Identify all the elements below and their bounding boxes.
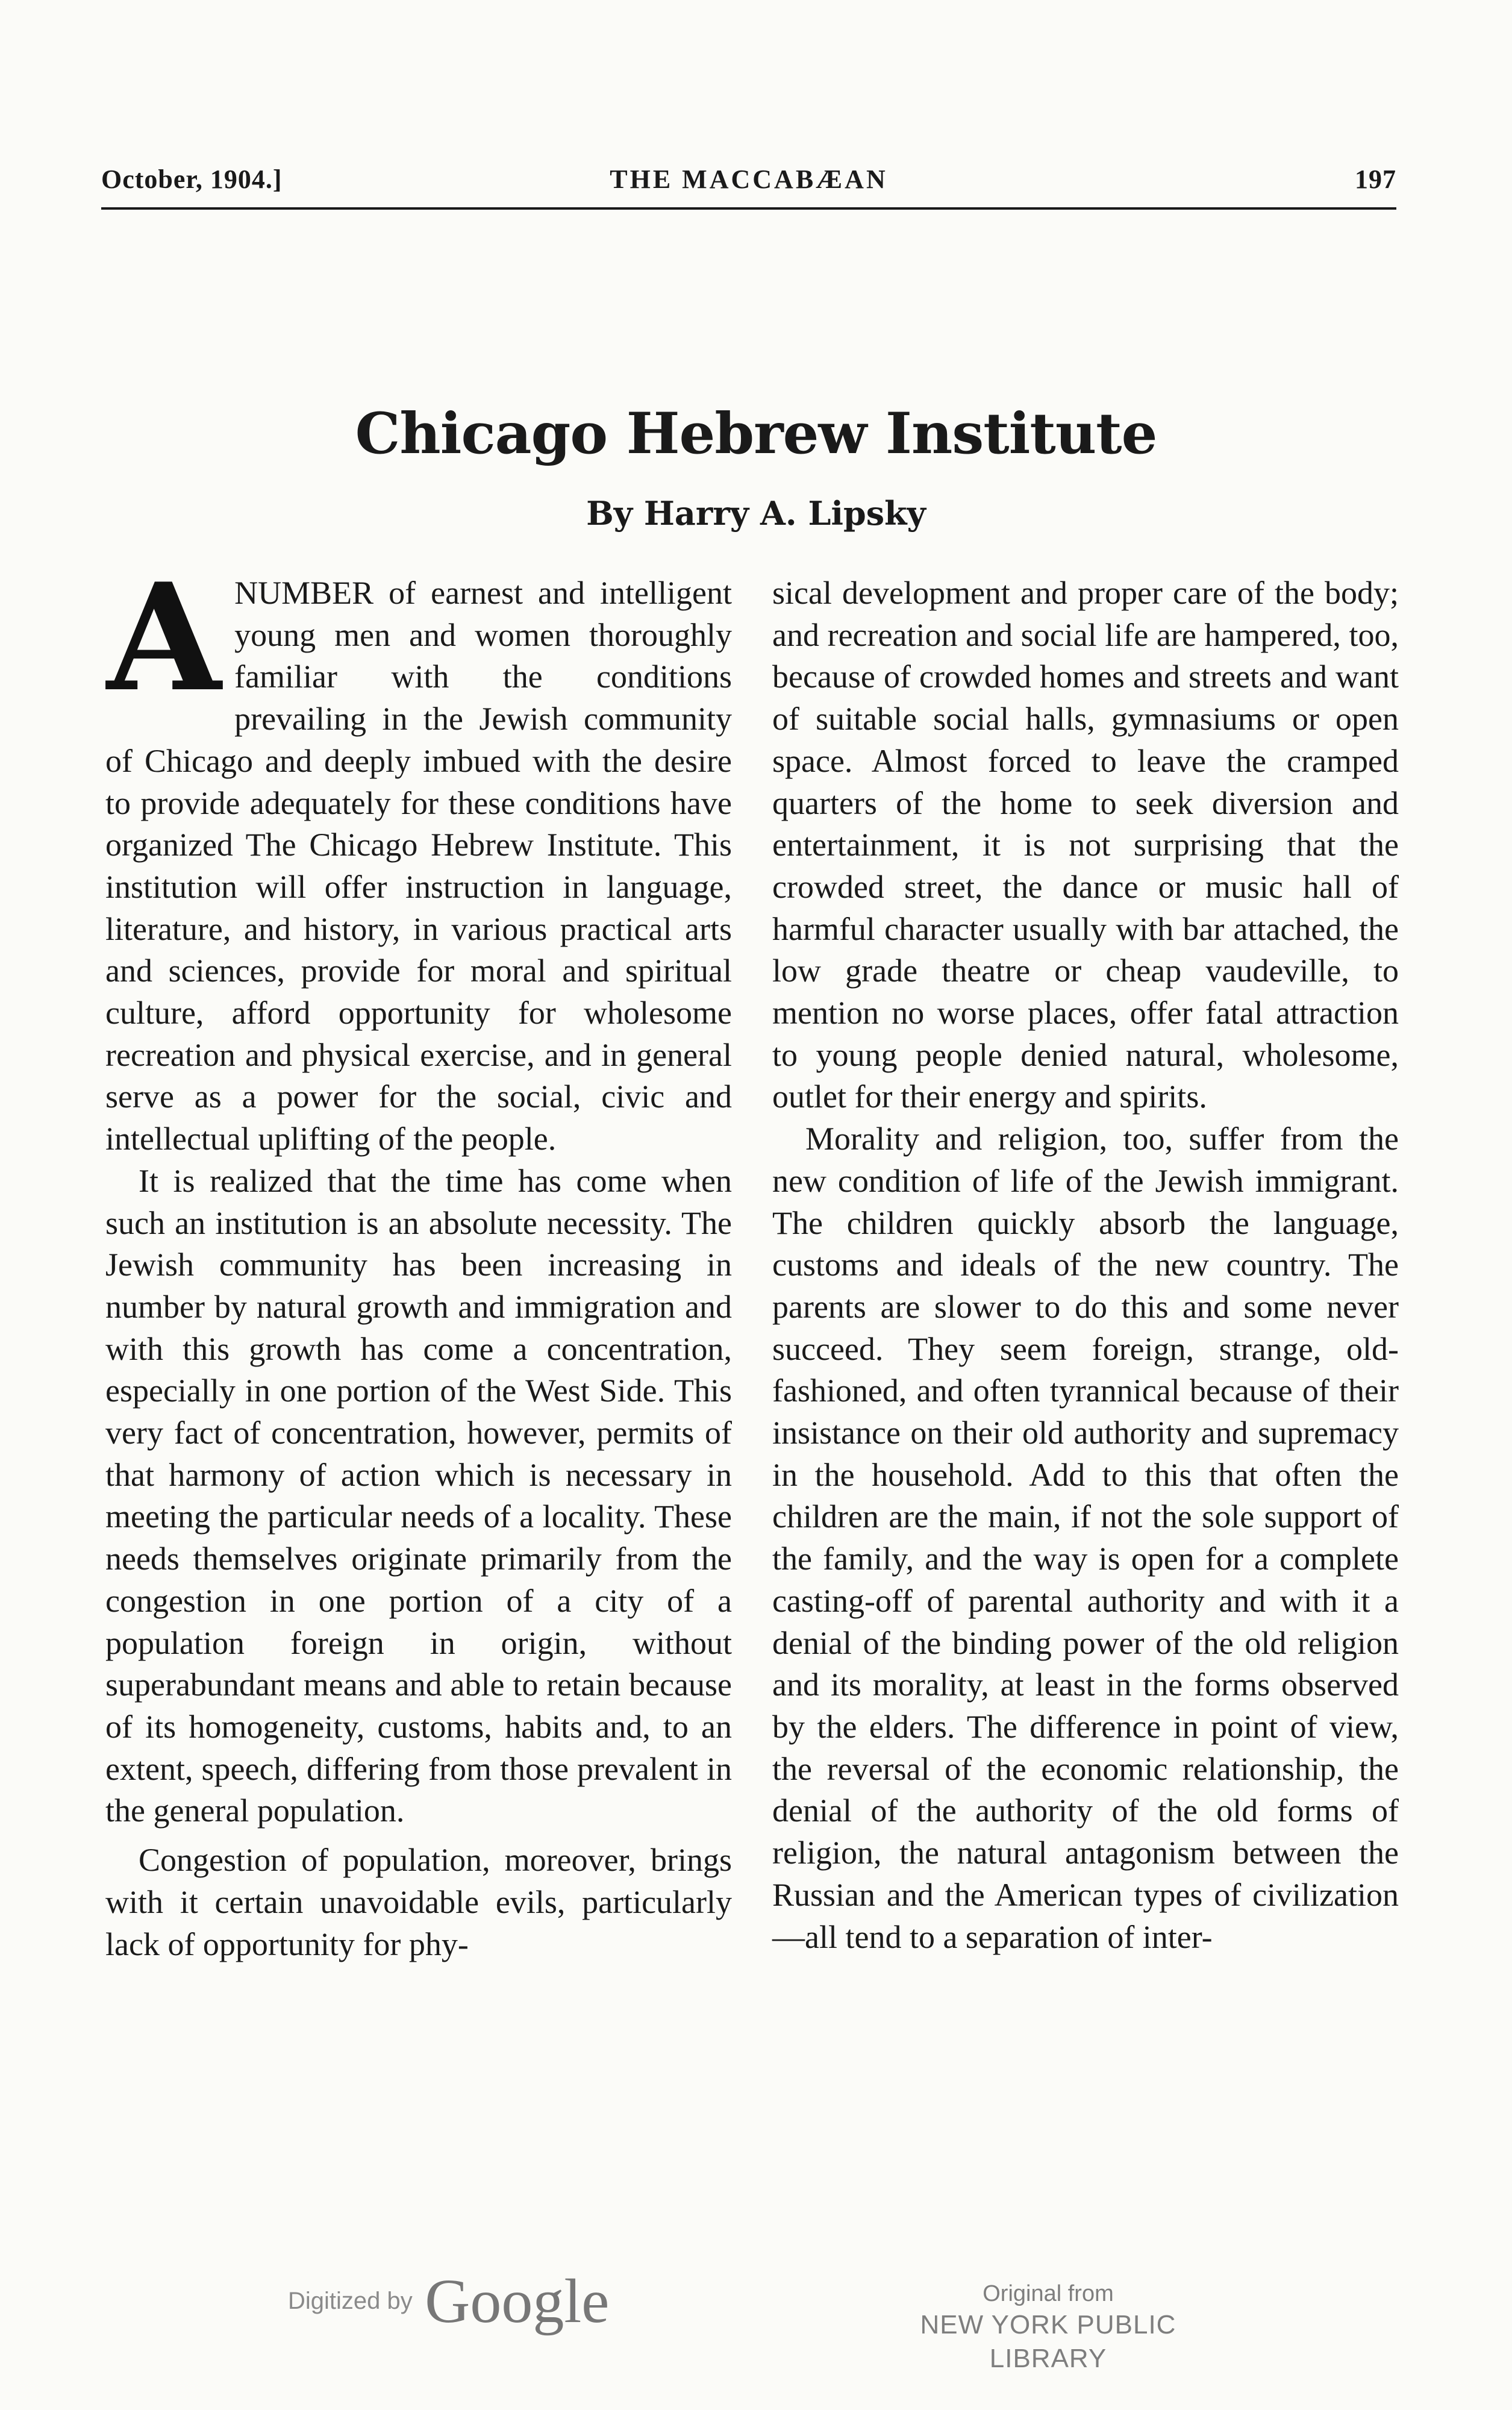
original-source xyxy=(861,2279,1235,2376)
article-title: Chicago Hebrew Institute xyxy=(355,401,1157,467)
article-byline: By Harry A. Lipsky xyxy=(586,494,926,533)
digitized-by-label: Digitized by xyxy=(288,2288,413,2314)
issue-date: October, 1904.] xyxy=(101,164,283,194)
paragraph-1-text: NUMBER of earnest and intelligent young men and women thoroughly familiar with the conditions prevailing in the Jewish community of Chicago and deeply imbued with the desire to provide adequately for these conditions have organized The Chicago Hebrew Institute. This institution will offer instruction in language, literature, and history, in various practical arts and sciences, provide for moral and spiritual culture, afford opportunity for wholesome recreation and physical exercise, and in general serve as a power for the social, civic and intellectual uplifting of the people. xyxy=(105,575,732,1157)
paragraph-1 xyxy=(105,551,732,1160)
paragraph-3-continued: sical development and proper care of the body; and recreation and social life are hampered, too, because of crowded homes and streets and want of suitable social halls, gymnasiums or open space. Almost forced to leave the cramped quarters of the home to seek diversion and entertainment, it is not surprising that the crowded street, the dance or music hall of harmful character usually with bar attached, the low grade theatre or cheap vaudeville, to mention no worse places, offer fatal attraction to young people denied natural, wholesome, outlet for their energy and spirits. xyxy=(772,575,1399,1115)
drop-cap: A xyxy=(107,551,222,724)
library-name: NEW YORK PUBLIC LIBRARY xyxy=(920,2310,1176,2373)
column-right xyxy=(772,572,1399,1958)
column-left xyxy=(105,551,732,1965)
paragraph-4: Morality and religion, too, suffer from the new condition of life of the Jewish immigrant. The children quickly absorb the language, customs and ideals of the new country. The parents are slower to do this and some never succeed. They seem foreign, strange, old-fashioned, and often tyrannical because of their insistance on their old authority and supremacy in the household. Add to this that often the children are the main, if not the sole support of the family, and the way is open for a complete casting-off of parental authority and with it a denial of the binding power of the old religion and its morality, at least in the forms observed by the elders. The difference in point of view, the reversal of the economic relationship, the denial of the authority of the old forms of religion, the natural antagonism between the Russian and the American types of civilization—all tend to a separation of inter- xyxy=(772,1121,1399,1955)
paragraph-2: It is realized that the time has come when such an institution is an absolute necessity. The Jewish community has been increasing in number by natural growth and immigration and with this growth has come a concentration, especially in one portion of the West Side. This very fact of concentration, however, permits of that harmony of action which is necessary in meeting the particular needs of a locality. These needs themselves originate primarily from the congestion in one portion of a city of a population foreign in origin, without superabundant means and able to retain because of its homogeneity, customs, habits and, to an extent, speech, differing from those prevalent in the general population. xyxy=(105,1162,732,1829)
google-logo: Google xyxy=(425,2267,610,2336)
digitized-by-google xyxy=(288,2265,609,2337)
page-number: 197 xyxy=(1355,164,1396,194)
running-header xyxy=(101,164,1396,202)
original-from-label: Original from xyxy=(982,2281,1114,2306)
journal-name: THE MACCABÆAN xyxy=(610,164,888,194)
paragraph-3: Congestion of population, moreover, brings with it certain unavoidable evils, particularly lack of opportunity for phy- xyxy=(105,1842,732,1962)
header-rule xyxy=(101,207,1396,210)
